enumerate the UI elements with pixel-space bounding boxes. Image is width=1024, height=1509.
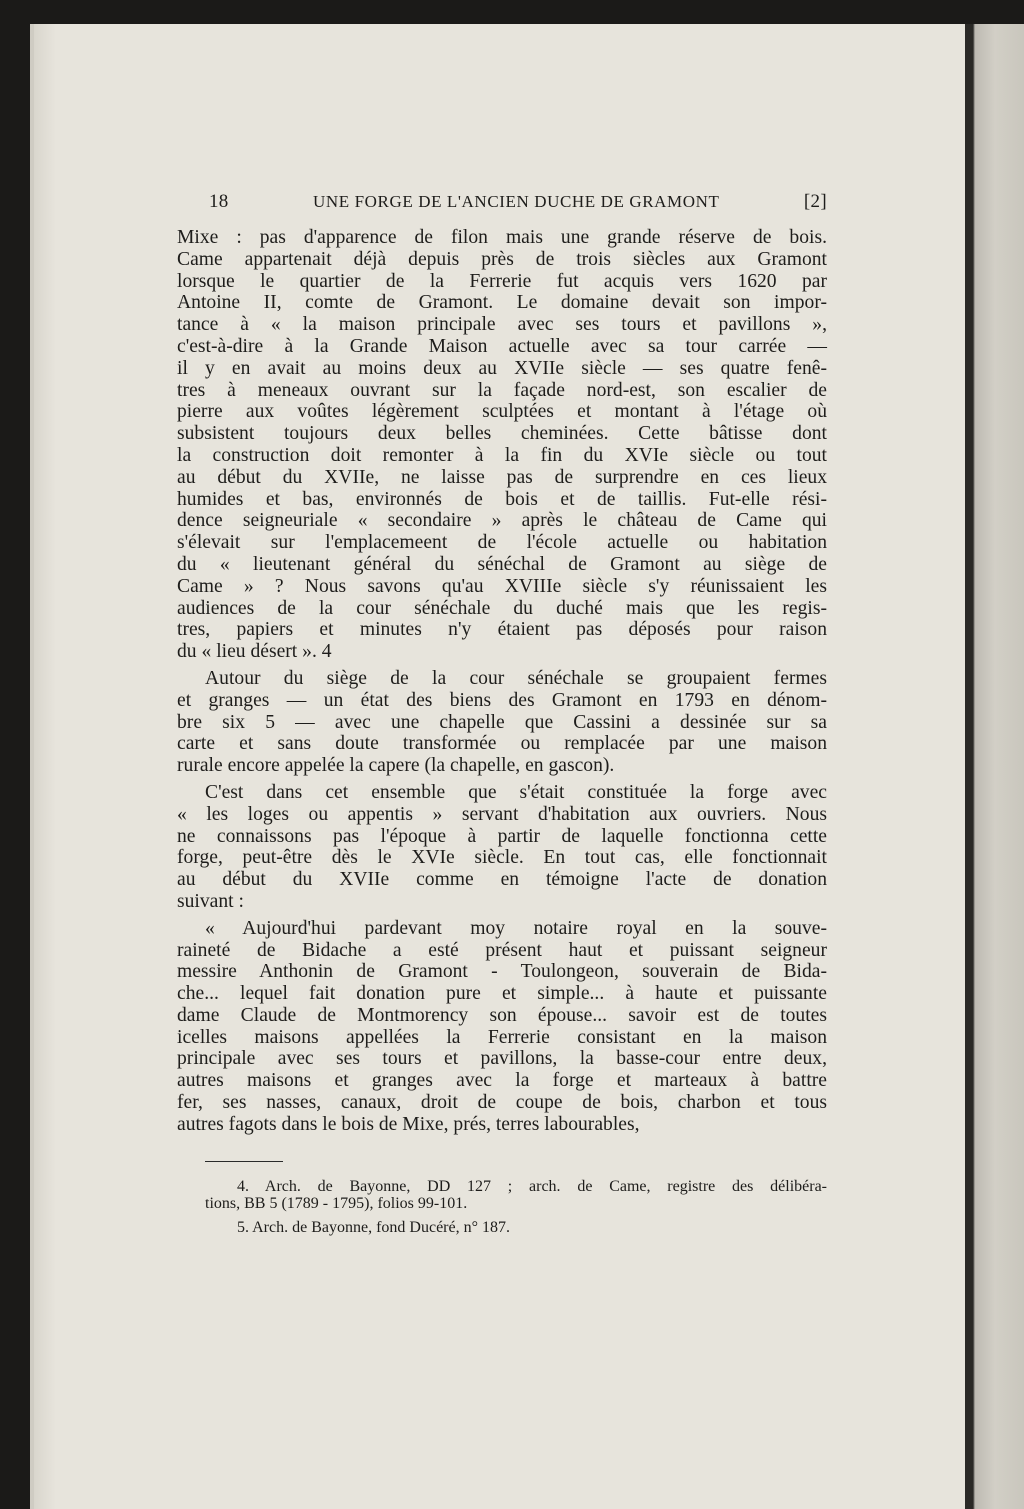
text-line: « les loges ou appentis » servant d'habitation aux ouvriers. Nous xyxy=(177,803,827,825)
text-line: ne connaissons pas l'époque à partir de laquelle fonctionna cette xyxy=(177,825,827,847)
text-line: c'est-à-dire à la Grande Maison actuelle avec sa tour carrée — xyxy=(177,335,827,357)
footnote-line: 5. Arch. de Bayonne, fond Ducéré, n° 187. xyxy=(237,1218,510,1236)
text-line: « Aujourd'hui pardevant moy notaire royal en la souve- xyxy=(205,917,827,939)
footnote-line: tions, BB 5 (1789 - 1795), folios 99-101. xyxy=(205,1195,468,1213)
text-line: C'est dans cet ensemble que s'était constituée la forge avec xyxy=(205,781,827,803)
text-line: la construction doit remonter à la fin du XVIe siècle ou tout xyxy=(177,444,827,466)
text-line: Mixe : pas d'apparence de filon mais une grande réserve de bois. xyxy=(177,227,827,248)
text-line: forge, peut-être dès le XVIe siècle. En tout cas, elle fonctionnait xyxy=(177,847,827,869)
running-header xyxy=(209,191,827,213)
text-line: au début du XVIIe comme en témoigne l'acte de donation xyxy=(177,869,827,891)
section-mark: [2] xyxy=(803,191,827,212)
text-line: autres maisons et granges avec la forge et marteaux à battre xyxy=(177,1070,827,1092)
text-line: carte et sans doute transformée ou remplacée par une maison xyxy=(177,733,827,755)
footnote-line: 4. Arch. de Bayonne, DD 127 ; arch. de Came, registre des délibéra- xyxy=(237,1177,827,1195)
text-line: messire Anthonin de Gramont - Toulongeon, souverain de Bida- xyxy=(177,961,827,983)
body-text xyxy=(177,227,827,1136)
facing-page-edge xyxy=(965,24,1024,1509)
text-line: humides et bas, environnés de bois et de taillis. Fut-elle rési- xyxy=(177,488,827,510)
text-line: suivant : xyxy=(177,890,244,912)
text-line: Came appartenait déjà depuis près de trois siècles aux Gramont xyxy=(177,248,827,270)
footnotes xyxy=(177,1178,827,1237)
text-line: Antoine II, comte de Gramont. Le domaine devait son impor- xyxy=(177,292,827,314)
text-line: raineté de Bidache a esté présent haut et puissant seigneur xyxy=(177,939,827,961)
text-line: icelles maisons appellées la Ferrerie consistant en la maison xyxy=(177,1026,827,1048)
text-line: pierre aux voûtes légèrement sculptées et montant à l'étage où xyxy=(177,401,827,423)
running-title: UNE FORGE DE L'ANCIEN DUCHE DE GRAMONT xyxy=(313,192,720,211)
text-line: dame Claude de Montmorency son épouse... savoir est de toutes xyxy=(177,1004,827,1026)
text-line: il y en avait au moins deux au XVIIe siècle — ses quatre fenê- xyxy=(177,357,827,379)
text-line: du « lieu désert ». 4 xyxy=(177,641,332,663)
page-content xyxy=(177,191,827,1236)
text-line: rurale encore appelée la capere (la chapelle, en gascon). xyxy=(177,755,615,777)
text-line: subsistent toujours deux belles cheminées. Cette bâtisse dont xyxy=(177,423,827,445)
text-line: dence seigneuriale « secondaire » après le château de Came qui xyxy=(177,510,827,532)
text-line: tance à « la maison principale avec ses tours et pavillons », xyxy=(177,314,827,336)
text-line: audiences de la cour sénéchale du duché mais que les regis- xyxy=(177,597,827,619)
text-line: principale avec ses tours et pavillons, la basse-cour entre deux, xyxy=(177,1048,827,1070)
text-line: fer, ses nasses, canaux, droit de coupe de bois, charbon et tous xyxy=(177,1092,827,1114)
text-line: tres à meneaux ouvrant sur la façade nord-est, son escalier de xyxy=(177,379,827,401)
text-line: et granges — un état des biens des Gramont en 1793 en dénom- xyxy=(177,689,827,711)
text-line: au début du XVIIe, ne laisse pas de surprendre en ces lieux xyxy=(177,466,827,488)
text-line: tres, papiers et minutes n'y étaient pas déposés pour raison xyxy=(177,619,827,641)
footnote-rule xyxy=(205,1161,283,1162)
page-number: 18 xyxy=(209,191,229,212)
text-line: autres fagots dans le bois de Mixe, prés, terres labourables, xyxy=(177,1113,640,1135)
text-line: du « lieutenant général du sénéchal de Gramont au siège de xyxy=(177,553,827,575)
text-line: che... lequel fait donation pure et simple... à haute et puissante xyxy=(177,983,827,1005)
text-line: Autour du siège de la cour sénéchale se groupaient fermes xyxy=(205,667,827,689)
text-line: s'élevait sur l'emplacemeent de l'école actuelle ou habitation xyxy=(177,532,827,554)
text-line: Came » ? Nous savons qu'au XVIIIe siècle s'y réunissaient les xyxy=(177,575,827,597)
text-line: lorsque le quartier de la Ferrerie fut acquis vers 1620 par xyxy=(177,270,827,292)
text-line: bre six 5 — avec une chapelle que Cassini a dessinée sur sa xyxy=(177,711,827,733)
